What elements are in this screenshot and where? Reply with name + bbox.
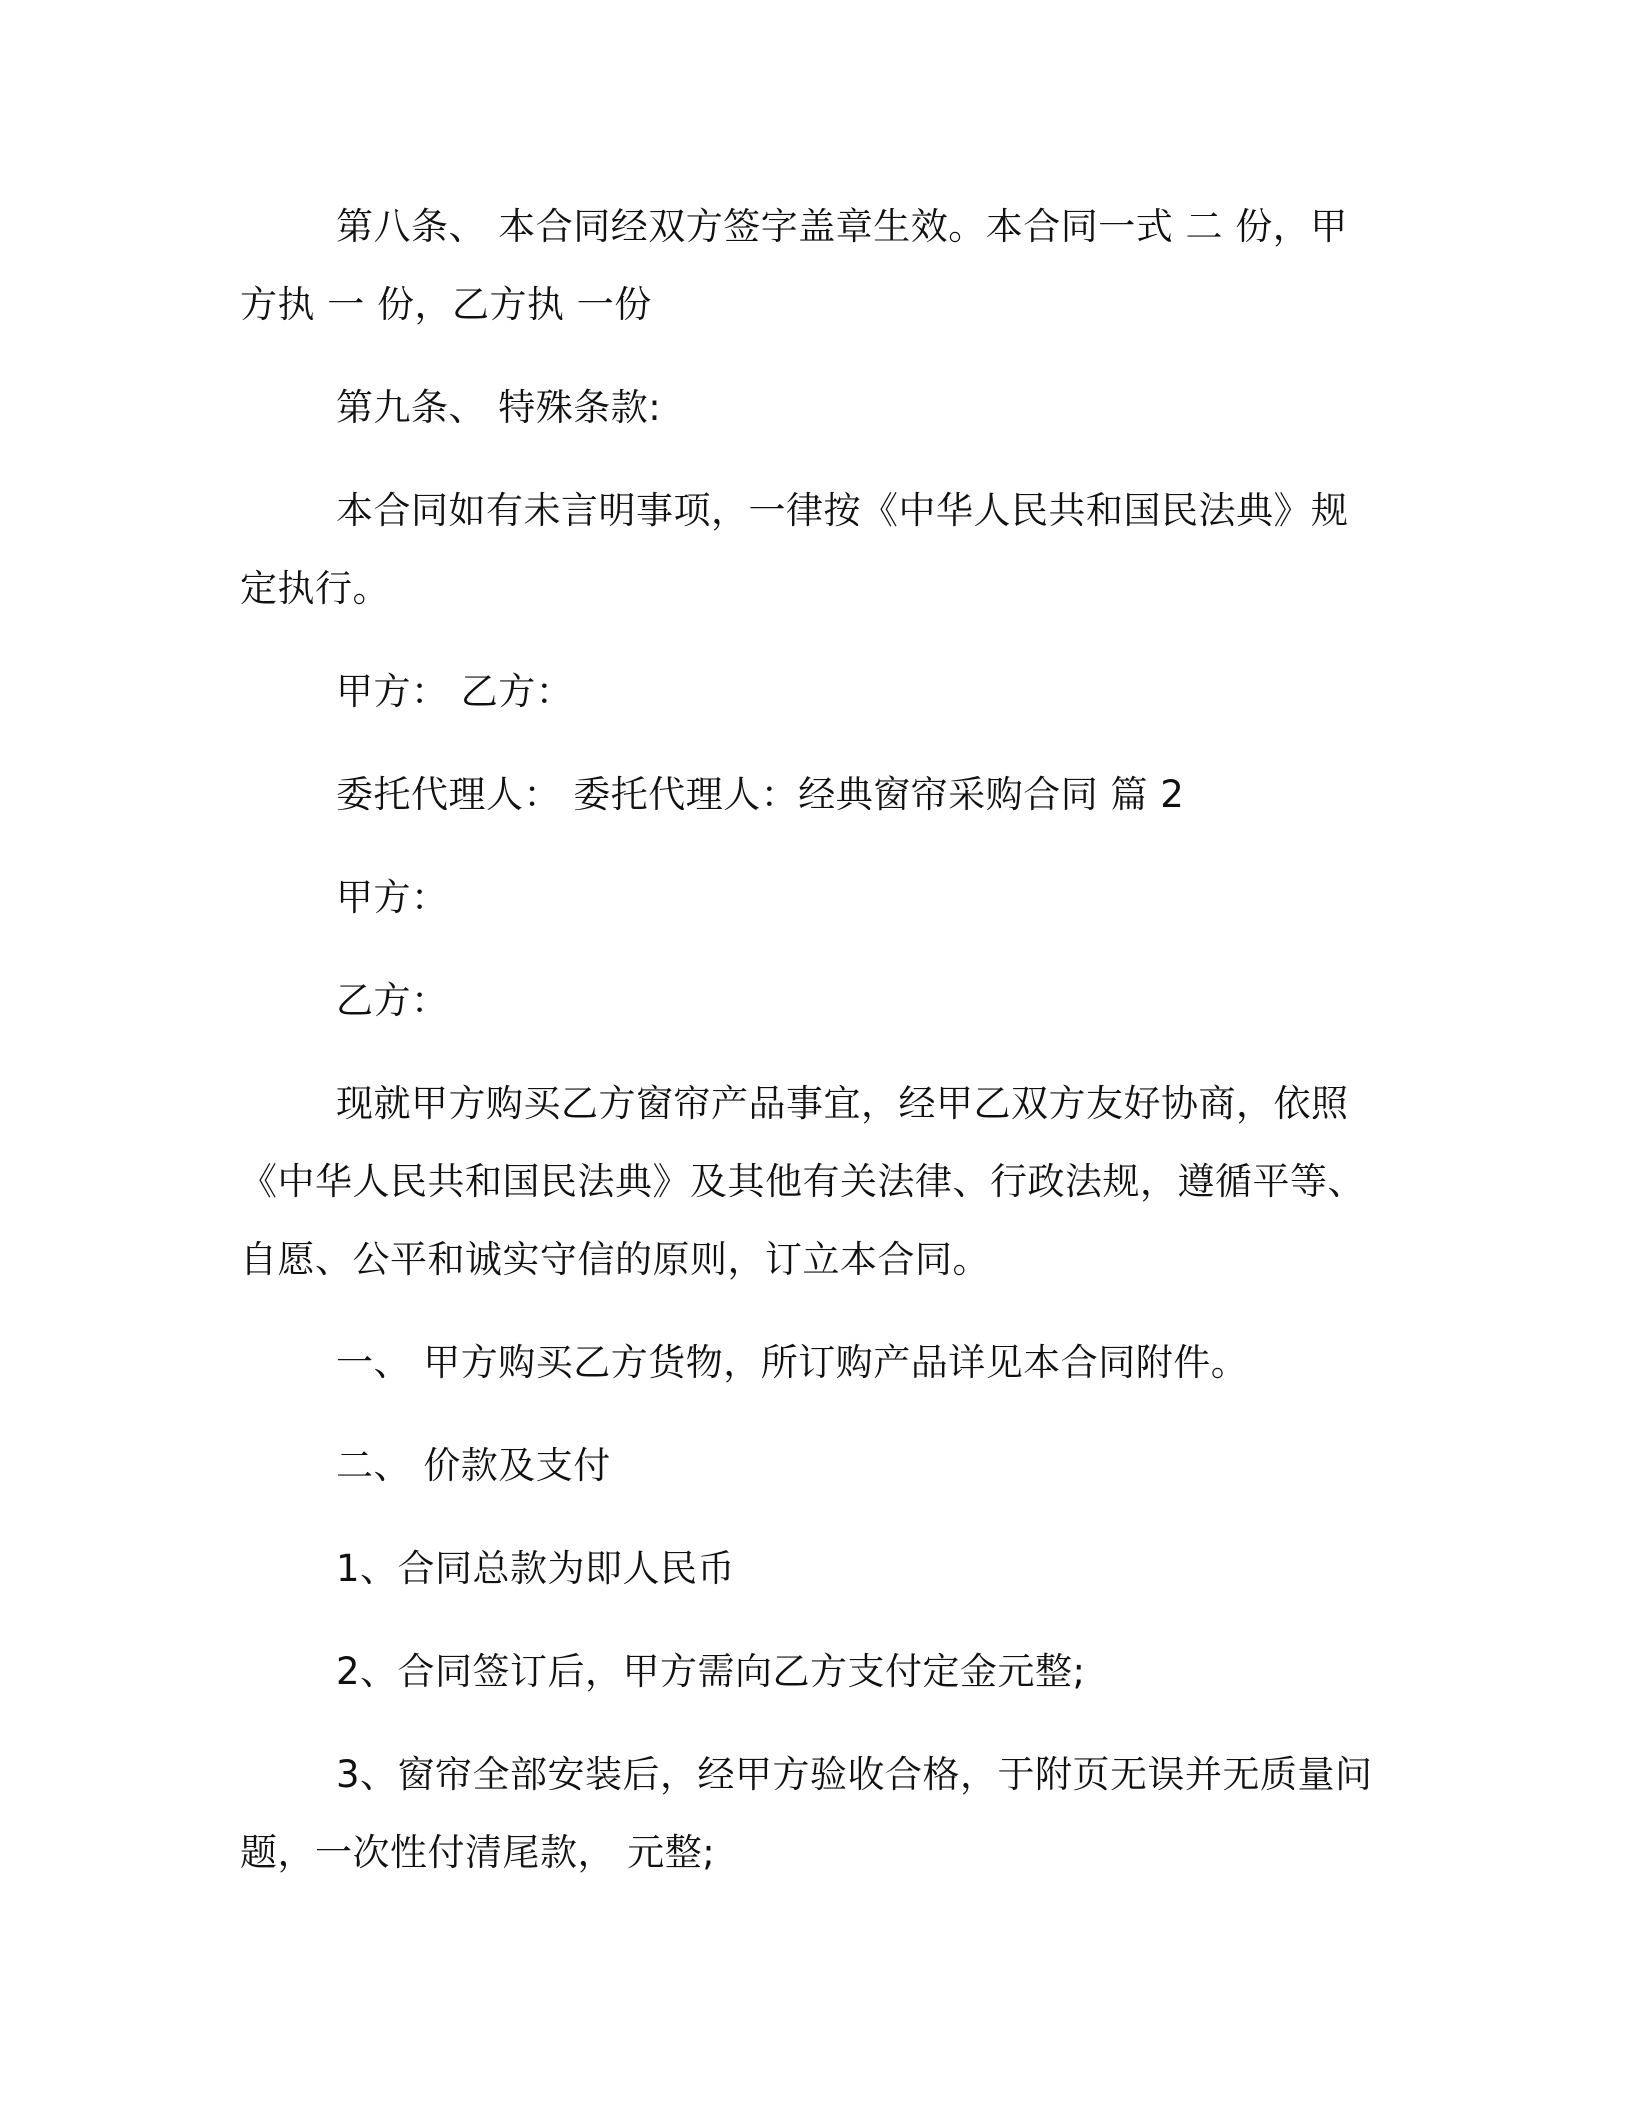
payment-item-2: 2、合同签订后，甲方需向乙方支付定金元整;	[336, 1650, 1086, 1693]
section-2-heading: 二、 价款及支付	[336, 1444, 611, 1487]
clause-9-heading: 第九条、 特殊条款:	[336, 386, 662, 429]
party-signature-line: 甲方： 乙方：	[336, 670, 574, 713]
payment-item-1: 1、合同总款为即人民币	[336, 1547, 736, 1590]
agent-signature-line: 委托代理人： 委托代理人：经典窗帘采购合同 篇 2	[336, 773, 1185, 816]
clause-8-effectiveness: 第八条、 本合同经双方签字盖章生效。本合同一式 二 份，甲方执 一 份，乙方执 一份	[240, 205, 1348, 326]
clause-9-body: 本合同如有未言明事项，一律按《中华人民共和国民法典》规定执行。	[240, 489, 1349, 610]
section-1-goods: 一、 甲方购买乙方货物，所订购产品详见本合同附件。	[336, 1341, 1249, 1384]
document-page	[240, 188, 1380, 1917]
payment-item-3: 3、窗帘全部安装后，经甲方验收合格，于附页无误并无质量问题，一次性付清尾款， 元整;	[240, 1753, 1373, 1874]
party-b-label: 乙方：	[336, 979, 449, 1022]
preamble-paragraph: 现就甲方购买乙方窗帘产品事宜，经甲乙双方友好协商，依照《中华人民共和国民法典》及其他有关法律、行政法规，遵循平等、自愿、公平和诚实守信的原则，订立本合同。	[240, 1082, 1365, 1281]
party-a-label: 甲方：	[336, 876, 449, 919]
